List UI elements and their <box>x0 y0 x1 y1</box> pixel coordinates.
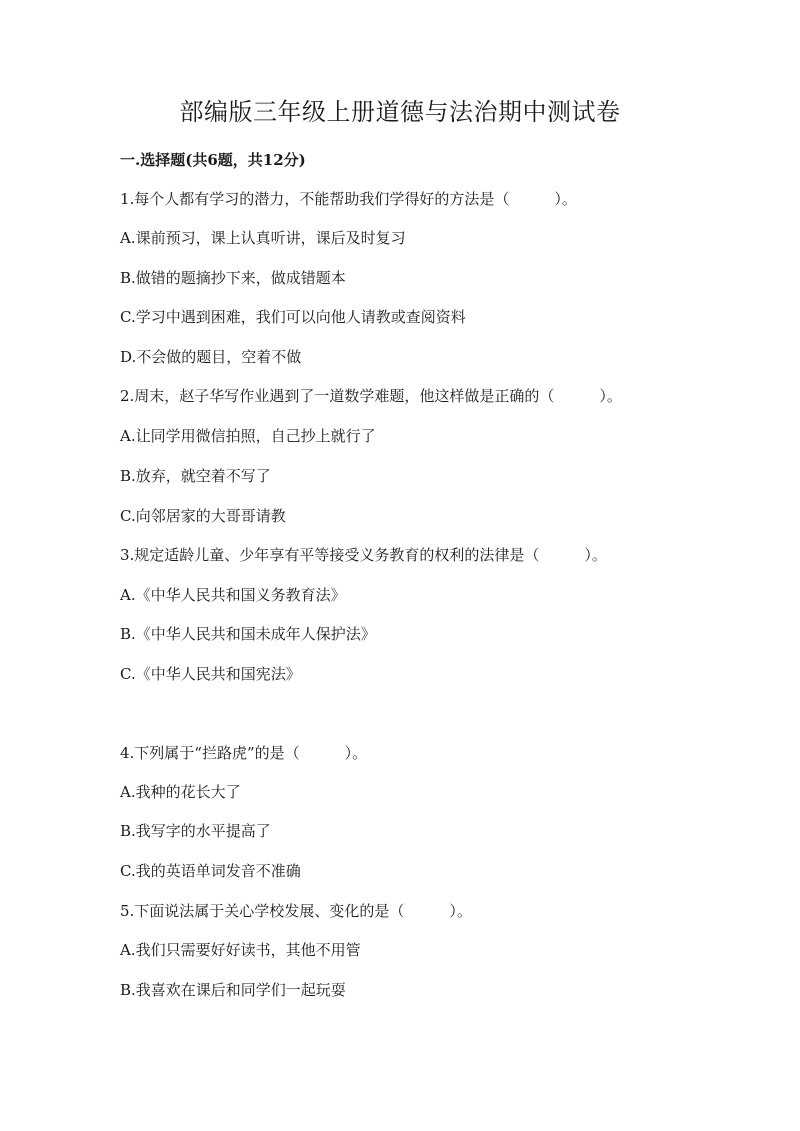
question-1-option-d: D.不会做的题目，空着不做 <box>120 348 302 366</box>
question-5-option-b: B.我喜欢在课后和同学们一起玩耍 <box>120 981 346 999</box>
question-stem-4: 4.下列属于“拦路虎”的是（ ）。 <box>120 744 368 762</box>
question-2-option-b: B.放弃，就空着不写了 <box>120 467 271 485</box>
question-stem-5: 5.下面说法属于关心学校发展、变化的是（ ）。 <box>120 902 472 920</box>
question-stem-2: 2.周末，赵子华写作业遇到了一道数学难题，他这样做是正确的（ ）。 <box>120 387 622 405</box>
question-stem-3: 3.规定适龄儿童、少年享有平等接受义务教育的权利的法律是（ ）。 <box>120 546 607 564</box>
question-3-option-b: B.《中华人民共和国未成年人保护法》 <box>120 625 376 643</box>
section-heading: 一.选择题(共6题，共12分) <box>120 151 306 169</box>
question-1-option-a: A.课前预习，课上认真听讲，课后及时复习 <box>120 229 406 247</box>
question-4-option-a: A.我种的花长大了 <box>120 783 241 801</box>
question-4-option-c: C.我的英语单词发音不准确 <box>120 862 301 880</box>
question-4-option-b: B.我写字的水平提高了 <box>120 822 271 840</box>
question-1-option-b: B.做错的题摘抄下来，做成错题本 <box>120 269 346 287</box>
question-5-option-a: A.我们只需要好好读书，其他不用管 <box>120 941 361 959</box>
question-2-option-c: C.向邻居家的大哥哥请教 <box>120 507 286 525</box>
question-3-option-a: A.《中华人民共和国义务教育法》 <box>120 586 346 604</box>
question-1-option-c: C.学习中遇到困难，我们可以向他人请教或查阅资料 <box>120 308 466 326</box>
question-stem-1: 1.每个人都有学习的潜力，不能帮助我们学得好的方法是（ ）。 <box>120 190 577 208</box>
page-title: 部编版三年级上册道德与法治期中测试卷 <box>179 98 621 126</box>
question-2-option-a: A.让同学用微信拍照，自己抄上就行了 <box>120 427 376 445</box>
question-3-option-c: C.《中华人民共和国宪法》 <box>120 665 301 683</box>
